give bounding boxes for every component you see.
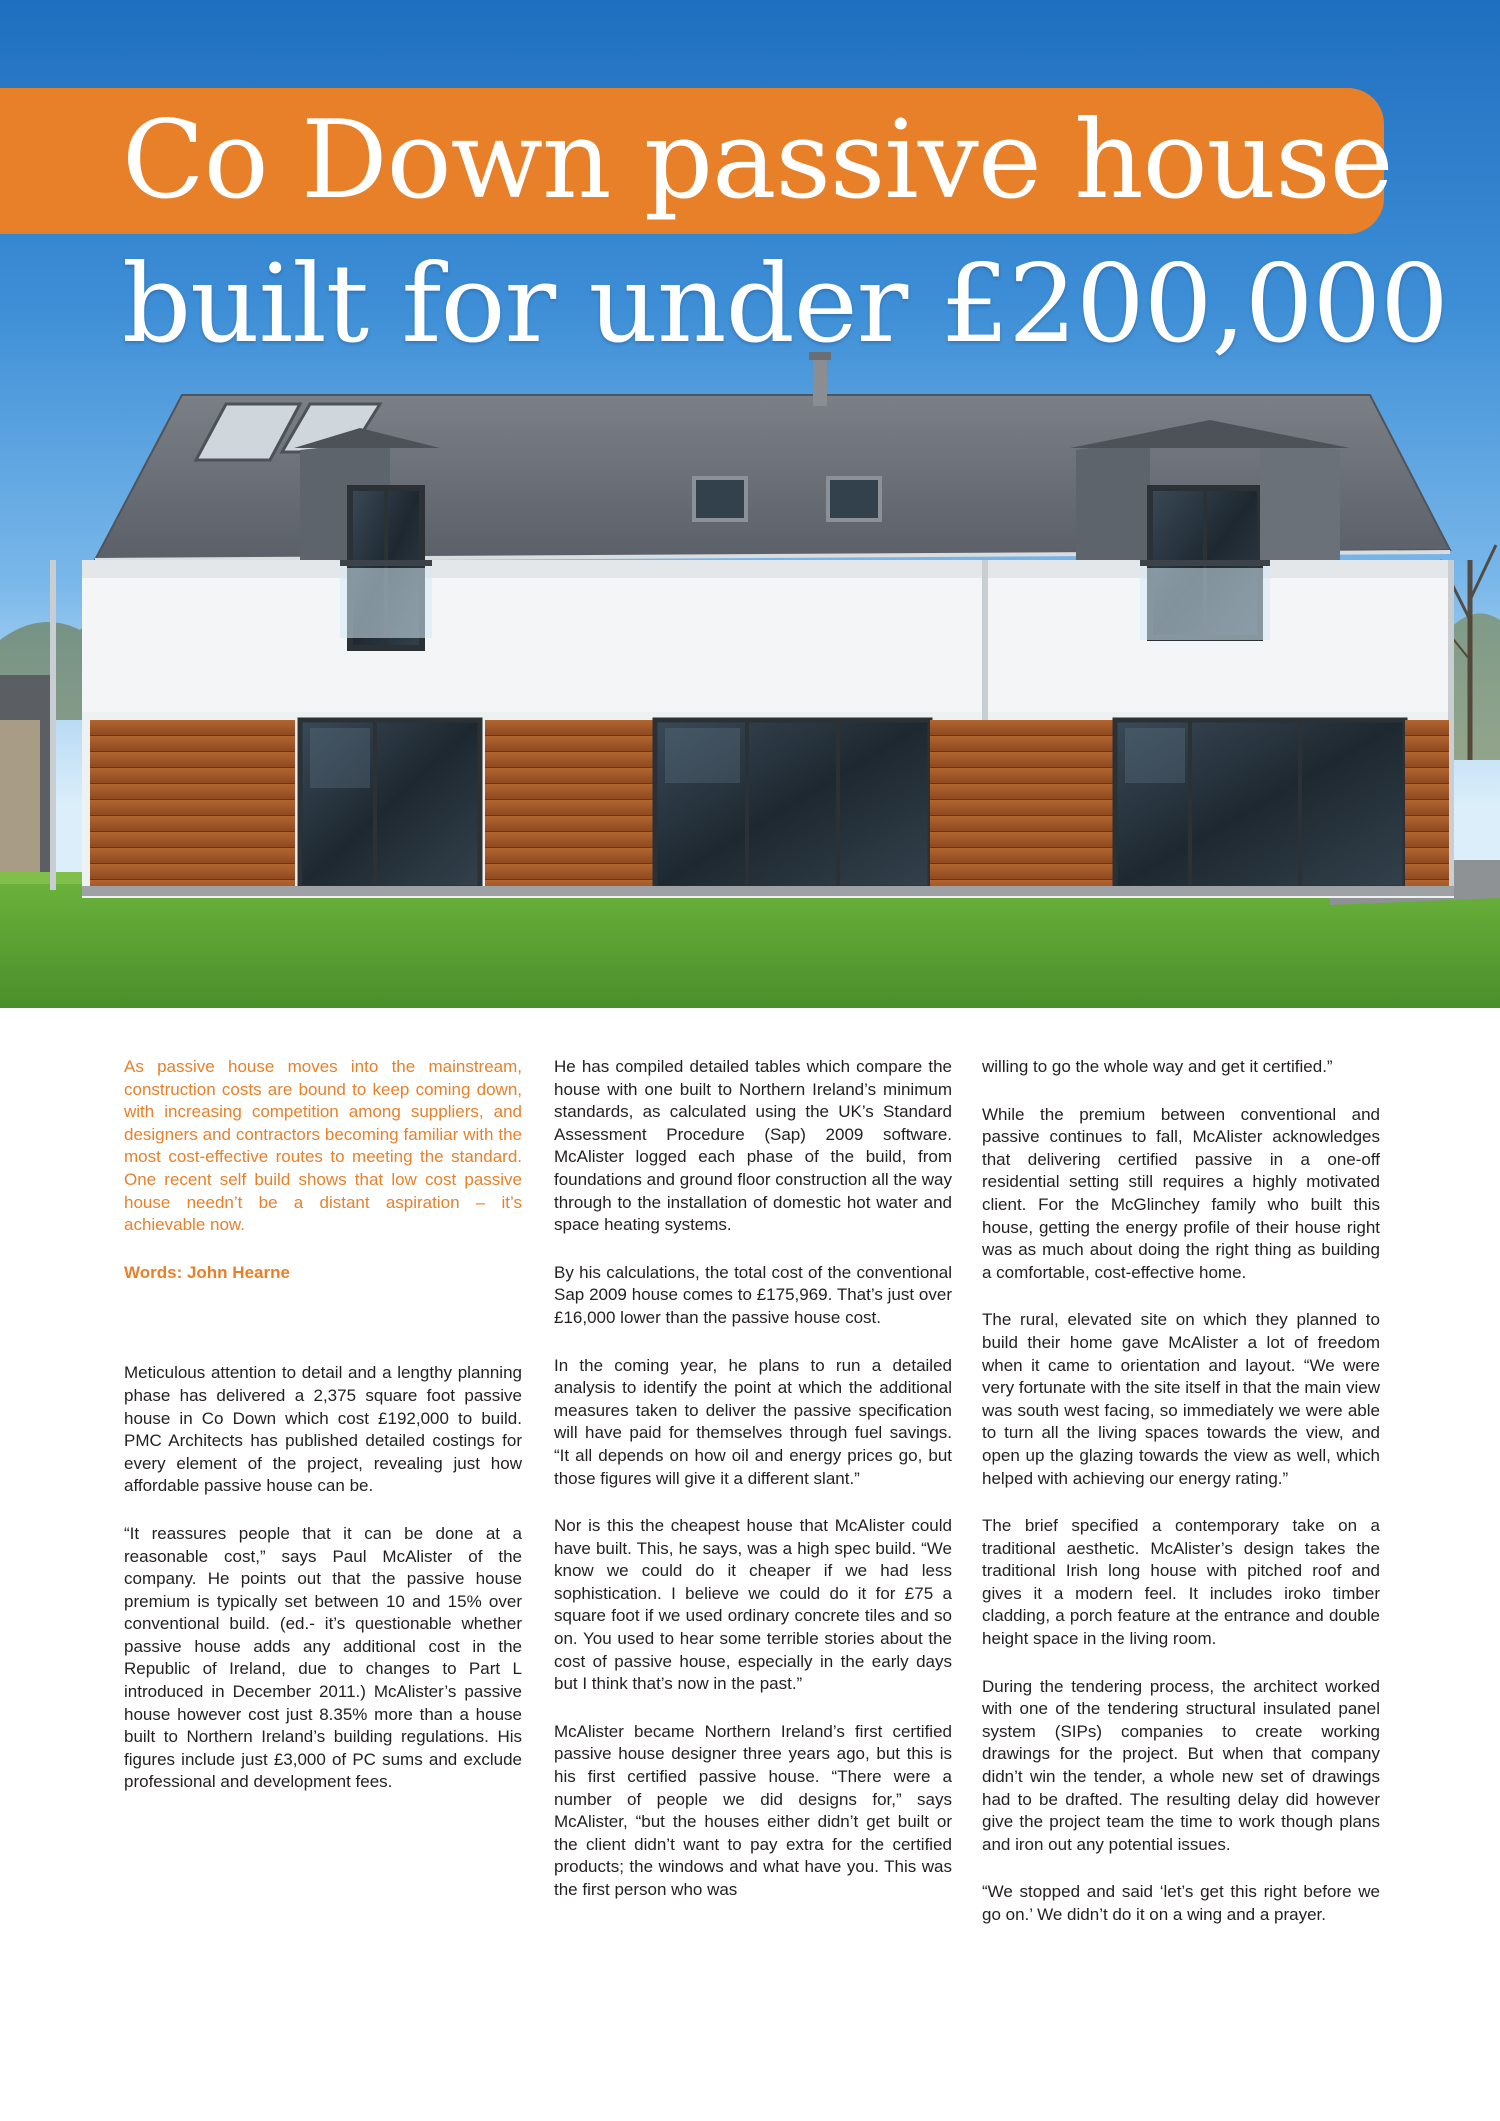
paragraph: “We stopped and said ‘let’s get this right before we go on.’ We didn’t do it on a wing and a prayer. [982,1882,1380,1924]
article-column-1 [124,1056,522,1819]
paragraph: willing to go the whole way and get it certified.” [982,1057,1333,1076]
paragraph: While the premium between conventional and passive continues to fall, McAlister acknowledges that delivering certified passive in a one-off residential setting still requires a highly motivated client. For the McGlinchey family who built this house, getting the energy profile of their house right was as much about doing the right thing as building a comfortable, cost-effective home. [982,1104,1380,1282]
paragraph: Meticulous attention to detail and a lengthy planning phase has delivered a 2,375 square foot passive house in Co Down which cost £192,000 to build. PMC Architects has published detailed costings for every element of the project, revealing just how affordable passive house can be. [124,1363,522,1496]
paragraph: The rural, elevated site on which they planned to build their home gave McAlister a lot of freedom when it came to orientation and layout. “We were very fortunate with the site itself in that the main view was south west facing, so immediately we were able to turn all the living spaces towards the view, and open up the glazing towards the view as well, which helped with achieving our energy rating.” [982,1310,1380,1488]
headline-line-2: built for under £200,000 [122,242,1448,367]
article-column-3 [982,1056,1380,1952]
paragraph: McAlister became Northern Ireland’s first certified passive house designer three years ago, but this is his first certified passive house. “There were a number of people we did designs for,” says McAlister, “but the houses either didn’t get built or the client didn’t want to pay extra for the certified products; the windows and what have you. This was the first person who was [554,1721,952,1899]
paragraph: By his calculations, the total cost of the conventional Sap 2009 house comes to £175,969. That’s just over £16,000 lower than the passive house cost. [554,1262,952,1327]
paragraph: He has compiled detailed tables which compare the house with one built to Northern Ireland’s minimum standards, as calculated using the UK’s Standard Assessment Procedure (Sap) 2009 software. McAlister logged each phase of the build, from foundations and ground floor construction all the way through to the installation of domestic hot water and space heating systems. [554,1057,952,1235]
article-column-2 [554,1056,952,1927]
headline-line-1: Co Down passive house [122,98,1393,223]
column-1-body [124,1362,522,1794]
byline: Words: John Hearne [124,1262,290,1282]
hero-photo [0,0,1500,1008]
paragraph: Nor is this the cheapest house that McAlister could have built. This, he says, was a high spec build. “We know we could do it cheaper if we had less sophistication. I believe we could do it for £75 a square foot if we used ordinary concrete tiles and so on. You used to hear some terrible stories about the cost of passive house, especially in the early days but I think that’s now in the past.” [554,1516,952,1694]
paragraph: The brief specified a contemporary take on a traditional aesthetic. McAlister’s design takes the traditional Irish long house with pitched roof and gives it a modern feel. It includes iroko timber cladding, a porch feature at the entrance and double height space in the living room. [982,1516,1380,1649]
paragraph: During the tendering process, the architect worked with one of the tendering structural insulated panel system (SIPs) companies to create working drawings for the project. But when that company didn’t win the tender, a whole new set of drawings had to be drafted. The resulting delay did however give the project team the time to work though plans and iron out any potential issues. [982,1676,1380,1854]
standfirst: As passive house moves into the mainstream, construction costs are bound to keep coming down, with increasing competition among suppliers, and designers and contractors becoming familiar with the most cost-effective routes to meeting the standard. One recent self build shows that low cost passive house needn’t be a distant aspiration – it’s achievable now. [124,1057,522,1235]
paragraph: In the coming year, he plans to run a detailed analysis to identify the point at which the additional measures taken to deliver the passive specification will have paid for themselves through fuel savings. “It all depends on how oil and energy prices go, but those figures will give it a different slant.” [554,1355,952,1488]
paragraph: “It reassures people that it can be done at a reasonable cost,” says Paul McAlister of the company. He points out that the passive house premium is typically set between 10 and 15% over conventional build. (ed.- it’s questionable whether passive house adds any additional cost in the Republic of Ireland, due to changes to Part L introduced in December 2011.) McAlister’s passive house however cost just 8.35% more than a house built to Northern Ireland’s building regulations. His figures include just £3,000 of PC sums and exclude professional and development fees. [124,1523,522,1792]
